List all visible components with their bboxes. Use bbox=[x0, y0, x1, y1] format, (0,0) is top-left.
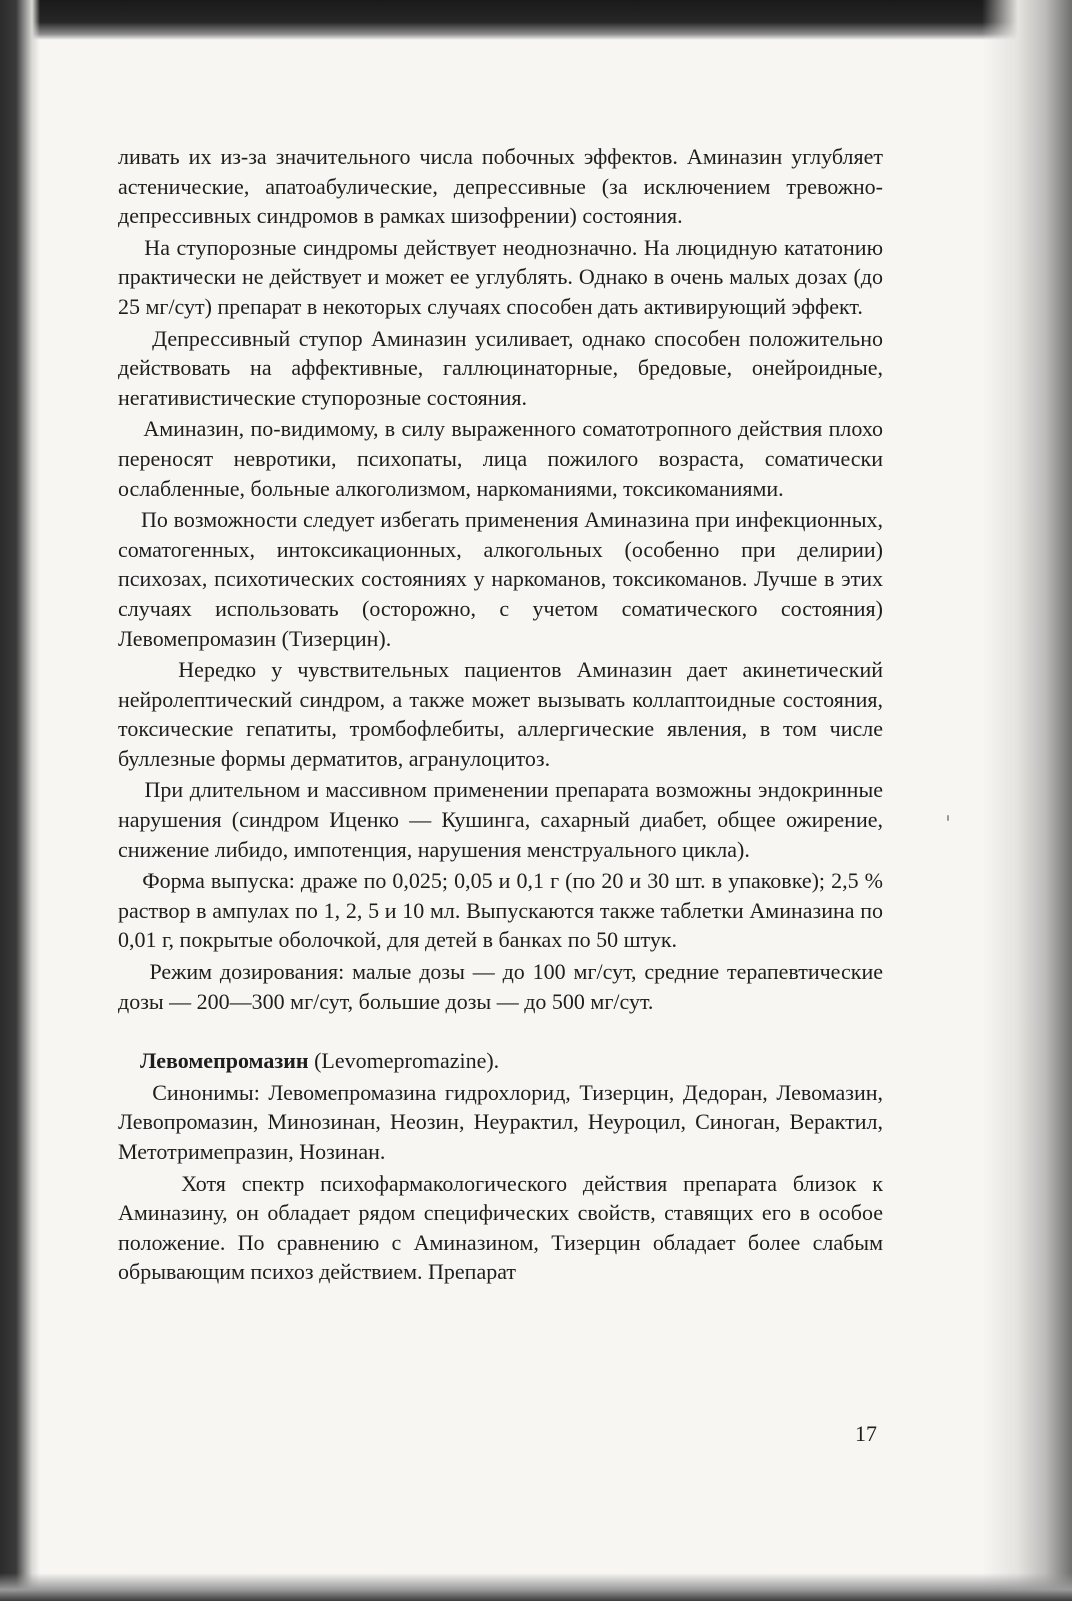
paragraph: По возможности следует избегать применения Аминазина при инфекционных, соматогенных, интоксикационных, алкогольных (особенно при делирии) психозах, психотических состояниях у наркоманов, токсикоманов. Лучше в этих случаях использовать (осторожно, с учетом соматического состояния) Левомепромазин (Тизерцин). bbox=[118, 507, 883, 651]
drug-description: Хотя спектр психофармакологического действия препарата близок к Аминазину, он обладает рядом специфических свойств, ставящих его в особое положение. По сравнению с Аминазином, Тизерцин обладает более слабым обрывающим психоз действием. Препарат bbox=[118, 1170, 883, 1285]
drug-heading bbox=[118, 1046, 883, 1076]
paragraph: Депрессивный ступор Аминазин усиливает, однако способен положительно действовать на аффективные, галлюцинаторные, бредовые, онейроидные, негативистические ступорозные состояния. bbox=[118, 325, 883, 410]
drug-synonyms: Синонимы: Левомепромазина гидрохлорид, Тизерцин, Дедоран, Левомазин, Левопромазин, Минозинан, Неозин, Неурактил, Неуроцил, Синоган, Верактил, Метотримепразин, Нозинан. bbox=[118, 1079, 883, 1164]
paragraph: Форма выпуска: драже по 0,025; 0,05 и 0,1 г (по 20 и 30 шт. в упаковке); 2,5 % раствор в ампулах по 1, 2, 5 и 10 мл. Выпускаются также таблетки Аминазина по 0,01 г, покрытые оболочкой, для детей в банках по 50 штук. bbox=[118, 868, 883, 953]
page-text-block bbox=[118, 142, 883, 1287]
drug-latin-name: (Levomepromazine). bbox=[308, 1048, 500, 1074]
paragraph: На ступорозные синдромы действует неоднозначно. На люцидную кататонию практически не действует и может ее углублять. Однако в очень малых дозах (до 25 мг/сут) препарат в некоторых случаях способен дать активирующий эффект. bbox=[118, 234, 883, 319]
paragraph: ливать их из-за значительного числа побочных эффектов. Аминазин углубляет астенические, апатоабулические, депрессивные (за исключением тревожно-депрессивных синдромов в рамках шизофрении) состояния. bbox=[118, 144, 883, 229]
paragraph: Аминазин, по-видимому, в силу выраженного соматотропного действия плохо переносят невротики, психопаты, лица пожилого возраста, соматически ослабленные, больные алкоголизмом, наркоманиями, токсикоманиями. bbox=[118, 416, 883, 501]
scan-shadow-top bbox=[0, 0, 1072, 40]
drug-name: Левомепромазин bbox=[140, 1048, 309, 1074]
paragraph: Нередко у чувствительных пациентов Аминазин дает акинетический нейролептический синдром, а также может вызывать коллаптоидные состояния, токсические гепатиты, тромбофлебиты, аллергические явления, в том числе буллезные формы дерматитов, агранулоцитоз. bbox=[118, 657, 883, 771]
scan-shadow-right bbox=[982, 0, 1072, 1601]
paragraph: Режим дозирования: малые дозы — до 100 мг/сут, средние терапевтические дозы — 200—300 мг/сут, большие дозы — до 500 мг/сут. bbox=[118, 959, 883, 1014]
scan-shadow-left bbox=[0, 0, 40, 1601]
paragraph: При длительном и массивном применении препарата возможны эндокринные нарушения (синдром Иценко — Кушинга, сахарный диабет, общее ожирение, снижение либидо, импотенция, нарушения менструального цикла). bbox=[118, 777, 883, 862]
scan-speck bbox=[947, 815, 949, 821]
scan-shadow-bottom bbox=[0, 1573, 1072, 1601]
page-number: 17 bbox=[855, 1421, 877, 1446]
